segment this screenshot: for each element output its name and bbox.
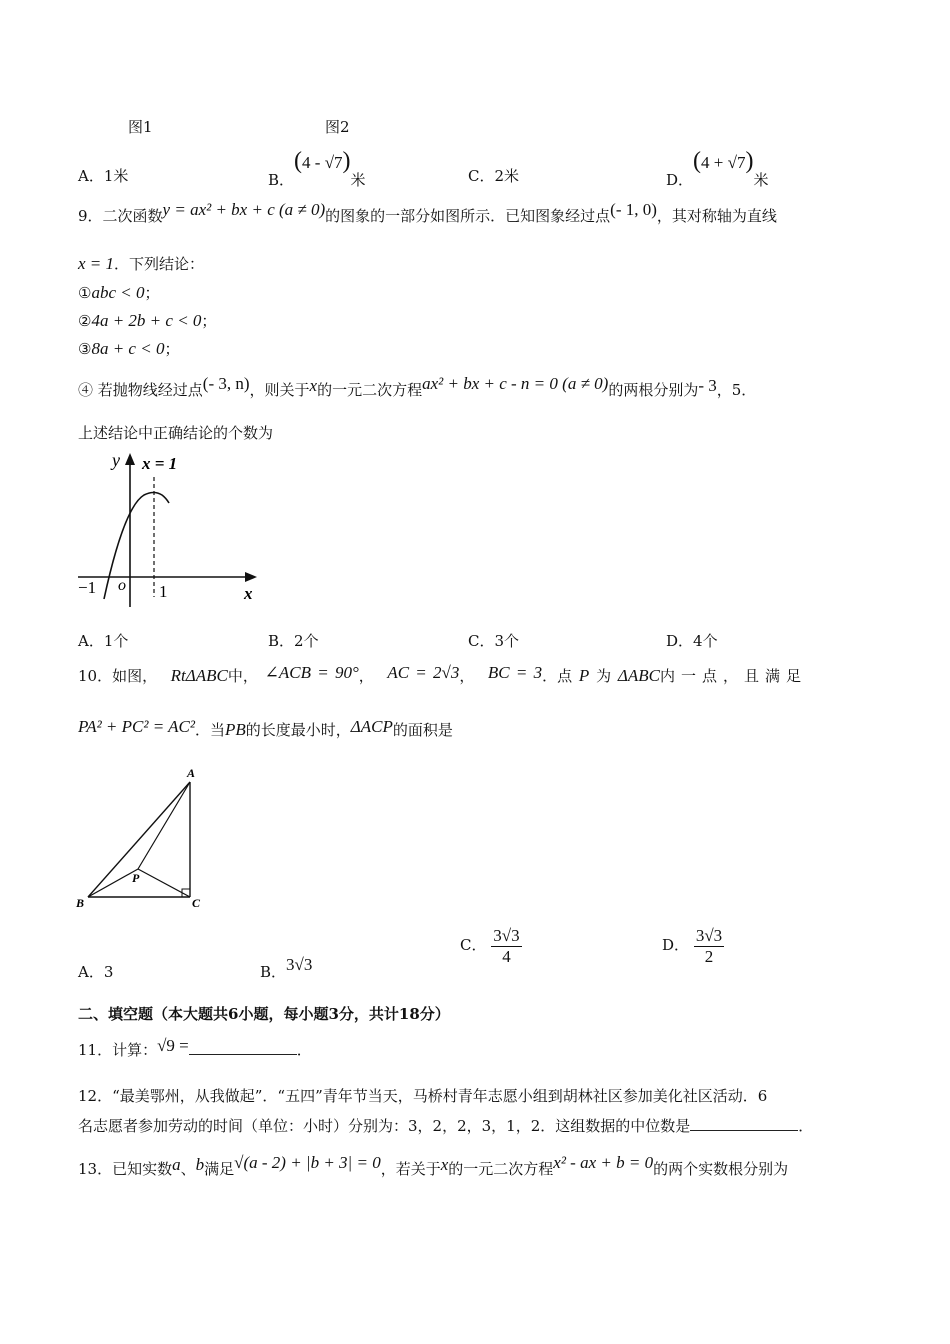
triangle-figure	[74, 764, 214, 914]
q10-option-d: D． $\frac{3√3}{2}$	[662, 926, 723, 966]
y-axis-arrow	[125, 453, 135, 465]
q9-option-d: D．4个	[666, 632, 718, 650]
q8-option-c: C．2米	[468, 167, 520, 185]
q10-option-b: B．3√3	[260, 955, 313, 981]
parabola-graph	[74, 447, 274, 612]
q10-option-a: A．3	[78, 963, 114, 981]
q9-point: (- 1, 0)	[610, 200, 657, 219]
segment-pa	[138, 782, 190, 869]
point-p: P	[132, 871, 140, 885]
q9-option-a: A．1个	[78, 632, 129, 650]
q9-conclusion-2: ②4a + 2b + c < 0；	[78, 311, 217, 330]
q12-answer-blank[interactable]	[690, 1116, 798, 1131]
q12-line2: 名志愿者参加劳动的时间（单位：小时）分别为：3，2，2，3，1，2．这组数据的中位数是 ．	[78, 1117, 814, 1135]
x-axis-arrow	[245, 572, 257, 582]
q9-option-c: C．3个	[468, 632, 520, 650]
q9-axis-line: x = 1．下列结论：	[78, 254, 205, 273]
figure-1-label: 图1	[128, 118, 153, 136]
q8-option-b-expr: 4 - √7	[302, 153, 343, 172]
neg-one-label: −1	[78, 578, 97, 597]
y-label: y	[112, 450, 120, 470]
q9-stem: 9．二次函数y = ax² + bx + c (a ≠ 0)的图象的一部分如图所示．已知图象经过点(- 1, 0)，其对称轴为直线	[78, 200, 777, 225]
section-heading: 二、填空题（本大题共6小题，每小题3分，共计18分）	[78, 1005, 450, 1023]
q9-axis: x = 1	[78, 254, 115, 273]
origin-label: o	[118, 577, 126, 594]
q12-line1: 12．“最美鄂州，从我做起”．“五四”青年节当天，马桥村青年志愿小组到胡林社区参加美化社区活动．6	[78, 1087, 768, 1105]
q8-option-d: D．(4 + √7)米	[666, 148, 769, 189]
vertex-c: C	[192, 896, 201, 910]
q11-answer-blank[interactable]	[189, 1040, 297, 1055]
q8-option-b: B．(4 - √7)米	[268, 148, 366, 189]
q8-option-d-expr: 4 + √7	[701, 153, 746, 172]
q9-conclusion-1: ①abc < 0；	[78, 283, 160, 302]
q9-conclusion-4: ④ 若抛物线经过点(- 3, n)，则关于x的一元二次方程ax² + bx + c - n = 0 (a ≠ 0)的两根分别为- 3，5．	[78, 374, 757, 399]
vertex-a: A	[187, 766, 196, 780]
segment-pb	[88, 869, 138, 897]
q8-option-a: A．1米	[78, 167, 129, 185]
q9-question: 上述结论中正确结论的个数为	[78, 424, 274, 442]
q11: 11．计算：√9 = ．	[78, 1036, 312, 1059]
q10-option-c: C． $\frac{3√3}{4}$	[460, 926, 520, 966]
q9-function: y = ax² + bx + c (a ≠ 0)	[162, 200, 326, 219]
q9-option-b: B．2个	[268, 632, 319, 650]
symmetry-label: x = 1	[142, 454, 178, 473]
one-label: 1	[159, 582, 168, 601]
q13: 13．已知实数a、b满足√(a - 2) + |b + 3| = 0，若关于x的一元二次方程x² - ax + b = 0的两个实数根分别为	[78, 1153, 789, 1178]
x-label: x	[244, 584, 253, 603]
figure-2-label: 图2	[325, 118, 350, 136]
q9-conclusion-3: ③8a + c < 0；	[78, 339, 180, 358]
vertex-b: B	[76, 896, 85, 910]
q10-condition-line: PA² + PC² = AC²．当PB的长度最小时，ΔACP的面积是	[78, 717, 453, 739]
q10-stem: 10．如图， RtΔABC中， ∠ACB = 90°， AC = 2√3， BC = 3．点 P 为 ΔABC内一点，且满足	[78, 663, 807, 685]
